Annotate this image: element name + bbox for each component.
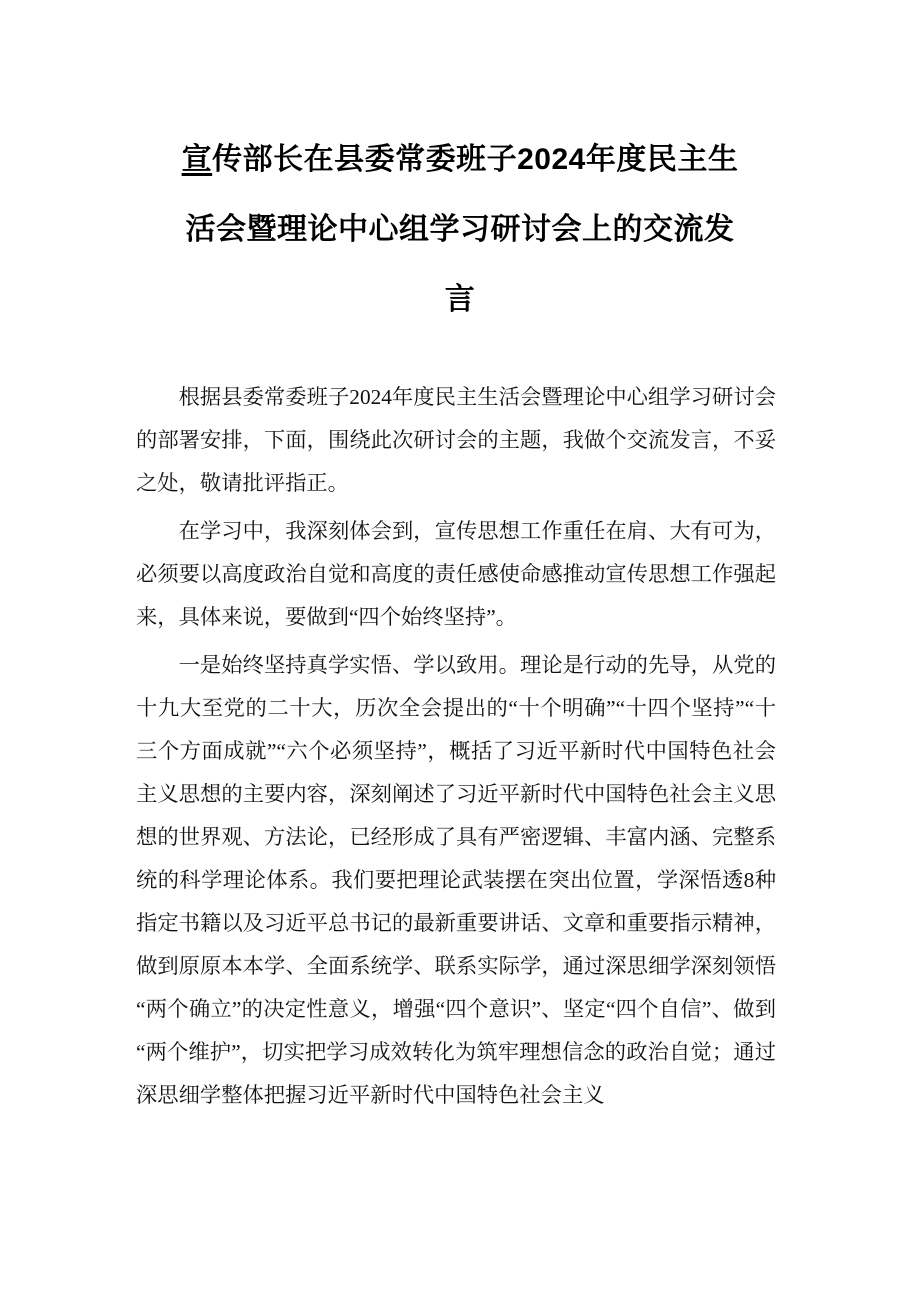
- paragraph-intro: 根据县委常委班子2024年度民主生活会暨理论中心组学习研讨会的部署安排，下面，围绕此次研讨会的主题，我做个交流发言，不妥之处，敬请批评指正。: [136, 385, 776, 495]
- title-line-1: 宣传部长在县委常委班子2024年度民主生: [181, 143, 739, 176]
- title-line-2: 活会暨理论中心组学习研讨会上的交流发: [185, 213, 735, 246]
- title-line-3: 言: [444, 283, 476, 316]
- paragraph-overview: 在学习中，我深刻体会到，宣传思想工作重任在肩、大有可为，必须要以高度政治自觉和高度的责任感使命感推动宣传思想工作强起来，具体来说，要做到“四个始终坚持”。: [136, 519, 776, 629]
- document-body: [136, 376, 776, 1117]
- document-title: [0, 125, 920, 335]
- paragraph-point-one: 一是始终坚持真学实悟、学以致用。理论是行动的先导，从党的十九大至党的二十大，历次全会提出的“十个明确”“十四个坚持”“十三个方面成就”“六个必须坚持”，概括了习近平新时代中国特色社会主义思想的主要内容，深刻阐述了习近平新时代中国特色社会主义思想的世界观、方法论，已经形成了具有严密逻辑、丰富内涵、完整系统的科学理论体系。我们要把理论武装摆在突出位置，学深悟透8种指定书籍以及习近平总书记的最新重要讲话、文章和重要指示精神，做到原原本本学、全面系统学、联系实际学，通过深思细学深刻领悟“两个确立”的决定性意义，增强“四个意识”、坚定“四个自信”、做到“两个维护”，切实把学习成效转化为筑牢理想信念的政治自觉；通过深思细学整体把握习近平新时代中国特色社会主义: [136, 653, 776, 1107]
